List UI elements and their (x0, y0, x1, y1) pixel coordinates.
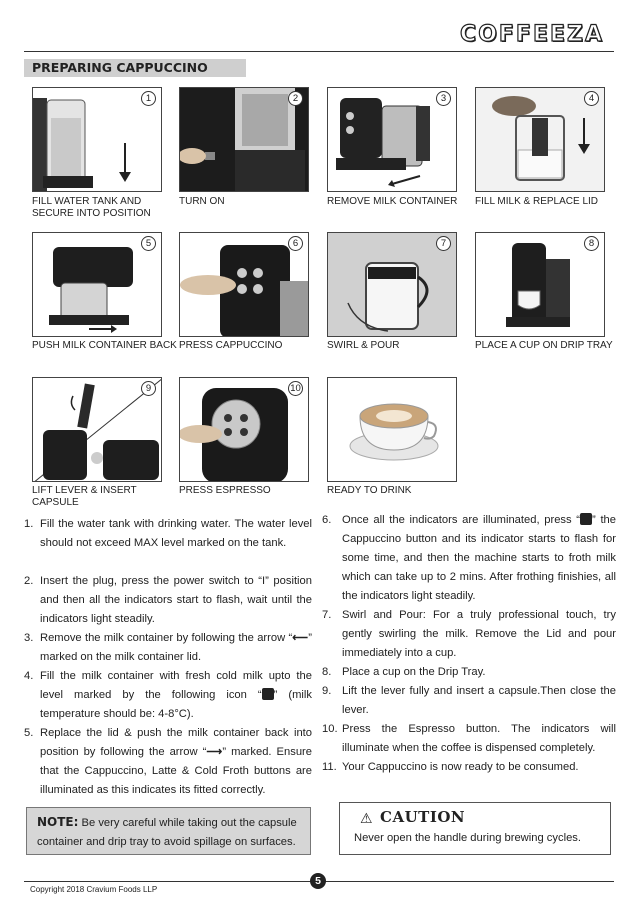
cappuccino-cup-illustration (328, 378, 457, 482)
step-4-number: 4 (584, 91, 599, 106)
step-6-number: 6 (288, 236, 303, 251)
step-5-image (32, 232, 162, 337)
step-3-image (327, 87, 457, 192)
caution-box (339, 802, 611, 855)
instruction-4-text: Fill the milk container with fresh cold milk upto the level marked by the following icon “ (40, 670, 312, 701)
section-title: PREPARING CAPPUCCINO (32, 60, 208, 75)
step-9-caption: LIFT LEVER & INSERT CAPSULE (32, 485, 137, 508)
step-2-image (179, 87, 309, 192)
note-box (26, 807, 311, 855)
instruction-3-number: 3. (24, 632, 34, 644)
caution-title: CAUTION (380, 808, 466, 826)
step-10-number: 10 (288, 381, 303, 396)
step-4-image (475, 87, 605, 192)
instruction-4 (24, 667, 312, 724)
step-3-caption: REMOVE MILK CONTAINER (327, 196, 458, 207)
instruction-2-number: 2. (24, 575, 34, 587)
step-2-caption: TURN ON (179, 196, 225, 207)
step-11-caption: READY TO DRINK (327, 485, 412, 496)
note-text: Be very careful while taking out the capsule container and drip tray to avoid spillage on surfaces. (37, 817, 297, 848)
step-3-number: 3 (436, 91, 451, 106)
step-5-number: 5 (141, 236, 156, 251)
instruction-9 (322, 682, 616, 720)
instruction-10 (322, 720, 616, 758)
step-10-caption: PRESS ESPRESSO (179, 485, 271, 496)
instruction-11 (322, 758, 616, 777)
instruction-11-number: 11. (322, 761, 337, 773)
instruction-10-number: 10. (322, 723, 338, 735)
instruction-3-text-end: ” marked on the milk container lid. (40, 632, 312, 663)
left-arrow-icon: ⟵ (292, 632, 309, 644)
instruction-10-text: Press the Espresso button. The indicators will illuminate when the coffee is dispensed completely. (342, 723, 616, 754)
right-arrow-icon: ⟶ (206, 746, 223, 758)
instruction-3 (24, 629, 312, 667)
instruction-7 (322, 606, 616, 663)
instruction-6-text-end: ” the Cappuccino button and its indicator starts to flash for some time, and then the machine starts to froth milk which can take up to 2 mins. After frothing finishies, all the indicators light steadily. (342, 514, 616, 602)
warning-triangle-icon: ⚠ (360, 810, 373, 826)
instruction-5-number: 5. (24, 727, 34, 739)
instruction-1 (24, 515, 312, 553)
instruction-7-number: 7. (322, 609, 332, 621)
step-5-caption: PUSH MILK CONTAINER BACK (32, 340, 177, 351)
instruction-2-text: Insert the plug, press the power switch to “I” position and then all the indicators start to flash, wait until the indicators light steadily. (40, 575, 312, 625)
instruction-5 (24, 724, 313, 800)
step-8-caption: PLACE A CUP ON DRIP TRAY (475, 340, 613, 351)
instruction-8-number: 8. (322, 666, 332, 678)
copyright: Copyright 2018 Cravium Foods LLP (30, 885, 158, 894)
cappuccino-button-icon (580, 513, 592, 525)
brand-logo: COFFEEZA (460, 22, 604, 47)
instruction-1-text: Fill the water tank with drinking water. The water level should not exceed MAX level marked on the tank. (40, 518, 312, 549)
step-10-image (179, 377, 309, 482)
step-7-number: 7 (436, 236, 451, 251)
step-1-image (32, 87, 162, 192)
instruction-6-text: Once all the indicators are illuminated, press “ (342, 514, 581, 526)
instruction-11-text: Your Cappuccino is now ready to be consumed. (342, 761, 579, 773)
page-number: 5 (310, 873, 326, 889)
milk-cup-icon (262, 688, 274, 700)
step-8-number: 8 (584, 236, 599, 251)
step-8-image (475, 232, 605, 337)
step-4-caption: FILL MILK & REPLACE LID (475, 196, 599, 207)
step-6-caption: PRESS CAPPUCCINO (179, 340, 283, 351)
instruction-5-text-end: ” marked. Ensure that the Cappuccino, Latte & Cold Froth buttons are illuminated as this indicates its fitted correctly. (40, 746, 313, 796)
step-2-number: 2 (288, 91, 303, 106)
step-1-caption: FILL WATER TANK AND SECURE INTO POSITION (32, 196, 151, 219)
instruction-3-text: Remove the milk container by following the arrow “ (40, 632, 293, 644)
instruction-9-text: Lift the lever fully and insert a capsule.Then close the lever. (342, 685, 616, 716)
step-11-image (327, 377, 457, 482)
instruction-8 (322, 663, 616, 682)
note-label: NOTE: (37, 815, 79, 829)
header-divider (24, 51, 614, 52)
instruction-1-number: 1. (24, 518, 34, 530)
instruction-7-text: Swirl and Pour: For a truly professional touch, try gently swirling the milk. Remove the Lid and pour immediately into a cup. (342, 609, 616, 659)
instruction-6 (322, 511, 616, 606)
instruction-4-text-end: ” (milk temperature should be: 4-8°C). (40, 689, 312, 720)
instruction-8-text: Place a cup on the Drip Tray. (342, 666, 486, 678)
step-7-image (327, 232, 457, 337)
instruction-4-number: 4. (24, 670, 34, 682)
step-6-image (179, 232, 309, 337)
caution-text: Never open the handle during brewing cycles. (354, 832, 581, 844)
step-7-caption: SWIRL & POUR (327, 340, 400, 351)
step-9-number: 9 (141, 381, 156, 396)
instruction-5-text: Replace the lid & push the milk container back into position by following the arrow “ (40, 727, 312, 758)
instruction-9-number: 9. (322, 685, 332, 697)
step-9-image (32, 377, 162, 482)
step-1-number: 1 (141, 91, 156, 106)
instruction-6-number: 6. (322, 514, 332, 526)
instruction-2 (24, 572, 312, 629)
